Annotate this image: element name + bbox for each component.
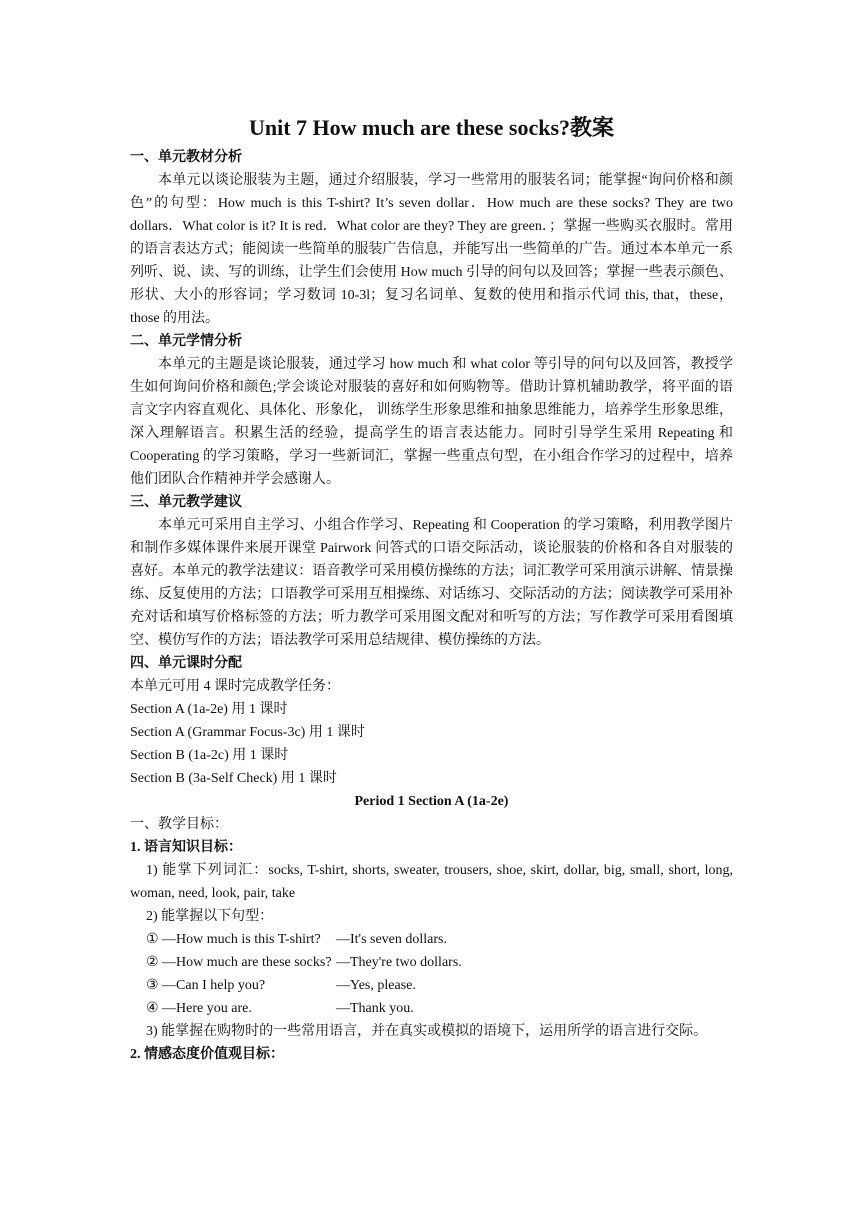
dialog-answer: —Thank you. bbox=[336, 1001, 414, 1016]
vocabulary-item: 1) 能掌下列词汇：socks, T-shirt, shorts, sweater, trousers, shoe, skirt, dollar, big, small, short, long, woman, need, look, pair, take bbox=[130, 863, 733, 901]
dialog-line bbox=[130, 974, 733, 997]
shopping-language-item: 3) 能掌握在购物时的一些常用语言，并在真实或模拟的语境下，运用所学的语言进行交际。 bbox=[146, 1024, 708, 1039]
dialog-question: ③ —Can I help you? bbox=[146, 978, 266, 993]
sentence-patterns-item: 2) 能掌握以下句型： bbox=[146, 909, 274, 924]
section-heading-textbook-analysis: 一、单元教材分析 bbox=[130, 150, 242, 165]
lesson-allocation-line: Section B (3a-Self Check) 用 1 课时 bbox=[130, 771, 337, 786]
section-heading-student-analysis: 二、单元学情分析 bbox=[130, 334, 242, 349]
document-title: Unit 7 How much are these socks?教案 bbox=[248, 115, 615, 140]
lesson-allocation-line: Section A (Grammar Focus-3c) 用 1 课时 bbox=[130, 725, 365, 740]
language-goals-heading: 1. 语言知识目标： bbox=[130, 840, 242, 855]
lesson-allocation-line: Section A (1a-2e) 用 1 课时 bbox=[130, 702, 288, 717]
dialog-question: ④ —Here you are. bbox=[146, 1001, 252, 1016]
document-page bbox=[130, 110, 733, 1066]
lesson-allocation-line: Section B (1a-2c) 用 1 课时 bbox=[130, 748, 289, 763]
dialog-answer: —They're two dollars. bbox=[336, 955, 462, 970]
dialog-line bbox=[130, 951, 733, 974]
dialog-answer: —It's seven dollars. bbox=[336, 932, 448, 947]
dialog-line bbox=[130, 997, 733, 1020]
dialog-question: ② —How much are these socks? bbox=[146, 955, 332, 970]
emotion-goals-heading: 2. 情感态度价值观目标： bbox=[130, 1047, 284, 1062]
section-body-teaching-suggestions: 本单元可采用自主学习、小组合作学习、Repeating 和 Cooperation 的学习策略，利用教学图片和制作多媒体课件来展开课堂 Pairwork 问答式的口语交际活动，谈论服装的价格和各自对服装的喜好。本单元的教学法建议：语音教学可采用模仿操练的方法；词汇教学可采用演示讲解、情景操练、反复使用的方法；口语教学可采用互相操练、对话练习、交际活动的方法；阅读教学可采用补充对话和填写价格标签的方法；听力教学可采用图文配对和听写的方法；写作教学可采用看图填空、模仿写作的方法；语法教学可采用总结规律、模仿操练的方法。 bbox=[130, 518, 733, 648]
section-body-textbook-analysis: 本单元以谈论服装为主题，通过介绍服装，学习一些常用的服装名词；能掌握“询问价格和颜色”的句型：How much is this T-shirt? It’s seven dollar．How much are these socks? They are two dollars．What color is it? It is red．What color are they? They are green．；掌握一些购买衣服时。常用的语言表达方式；能阅读一些简单的服装广告信息，并能写出一些简单的广告。通过本本单元一系列听、说、读、写的训练，让学生们会使用 How much 引导的问句以及回答；掌握一些表示颜色、形状、大小的形容词；学习数词 10-3l；复习名词单、复数的使用和指示代词 this, that，these，those 的用法。 bbox=[130, 173, 733, 326]
lesson-allocation-intro: 本单元可用 4 课时完成教学任务： bbox=[130, 679, 340, 694]
section-body-student-analysis: 本单元的主题是谈论服装，通过学习 how much 和 what color 等引导的问句以及回答，教授学生如何询问价格和颜色;学会谈论对服装的喜好和如何购物等。借助计算机辅助教学，将平面的语言文字内容直观化、具体化、形象化， 训练学生形象思维和抽象思维能力，培养学生形象思维，深入理解语言。积累生活的经验，提高学生的语言表达能力。同时引导学生采用 Repeating 和 Cooperating 的学习策略，学习一些新词汇，掌握一些重点句型，在小组合作学习的过程中，培养他们团队合作精神并学会感谢人。 bbox=[130, 357, 733, 487]
teaching-goals-heading: 一、教学目标： bbox=[130, 817, 228, 832]
dialog-line bbox=[130, 928, 733, 951]
dialog-answer: —Yes, please. bbox=[336, 978, 416, 993]
dialog-question: ① —How much is this T-shirt? bbox=[146, 932, 321, 947]
section-heading-teaching-suggestions: 三、单元教学建议 bbox=[130, 495, 242, 510]
section-heading-lesson-allocation: 四、单元课时分配 bbox=[130, 656, 242, 671]
period-title: Period 1 Section A (1a-2e) bbox=[354, 794, 509, 809]
